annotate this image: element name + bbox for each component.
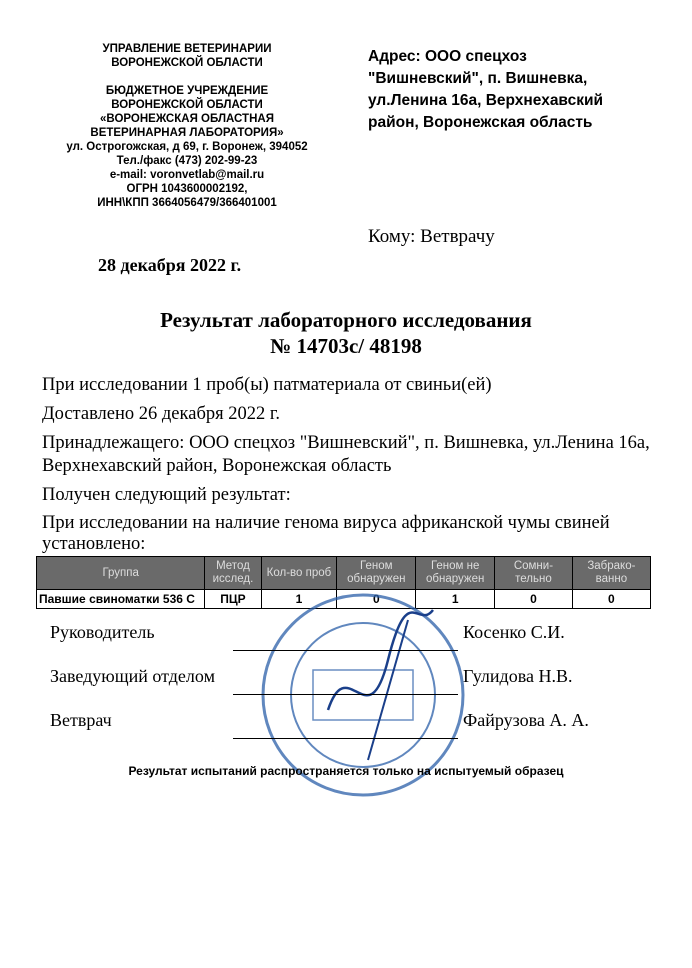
org-line: ВОРОНЕЖСКОЙ ОБЛАСТИ: [111, 99, 263, 111]
signature-line: [233, 694, 458, 695]
org-line: ВЕТЕРИНАРНАЯ ЛАБОРАТОРИЯ»: [90, 127, 284, 139]
column-header: Кол-во проб: [261, 557, 337, 590]
column-header: Метод исслед.: [205, 557, 261, 590]
column-header: Забрако-ванно: [572, 557, 650, 590]
column-header: Геном обнаружен: [337, 557, 416, 590]
org-inn: ИНН\КПП 3664056479/366401001: [97, 197, 277, 209]
column-header: Группа: [37, 557, 205, 590]
document-number: № 14703с/ 48198: [270, 334, 422, 358]
document-body: [42, 374, 662, 561]
cell-samples: 1: [261, 590, 337, 609]
title-line: Результат лабораторного исследования: [160, 308, 532, 332]
document-date: 28 декабря 2022 г.: [98, 255, 242, 275]
signatory-name: Файрузова А. А.: [463, 710, 589, 730]
body-paragraph: Получен следующий результат:: [42, 485, 291, 505]
org-line: «ВОРОНЕЖСКАЯ ОБЛАСТНАЯ: [100, 113, 274, 125]
body-paragraph: При исследовании на наличие генома вируса африканской чумы свиней установлено:: [42, 513, 610, 554]
org-line: ВОРОНЕЖСКОЙ ОБЛАСТИ: [111, 57, 263, 69]
org-email: e-mail: voronvetlab@mail.ru: [109, 169, 265, 181]
footer-note: Результат испытаний распространяется только на испытуемый образец: [128, 764, 564, 778]
body-paragraph: При исследовании 1 проб(ы) патматериала от свиньи(ей): [42, 375, 492, 395]
cell-not-detected: 1: [416, 590, 495, 609]
address-line: ул.Ленина 16а, Верхнехавский: [368, 92, 604, 109]
signature-line: [233, 738, 458, 739]
issuer-header: [42, 42, 332, 210]
address-line: "Вишневский", п. Вишневка,: [368, 70, 588, 87]
org-address: ул. Острогожская, д 69, г. Воронеж, 394052: [66, 141, 308, 153]
body-paragraph: Принадлежащего: ООО спецхоз "Вишневский", п. Вишневка, ул.Ленина 16а, Верхнехавский район, Воронежская область: [42, 433, 650, 476]
document-title: [0, 307, 692, 359]
column-header: Сомни-тельно: [495, 557, 573, 590]
org-phone: Тел./факс (473) 202-99-23: [116, 155, 258, 167]
recipient-address: [368, 46, 668, 134]
table-header-row: [37, 557, 651, 590]
cell-group: Павшие свиноматки 536 С: [37, 590, 205, 609]
address-line: Адрес: ООО спецхоз: [368, 48, 527, 65]
signature-role: Заведующий отделом: [50, 666, 215, 686]
signatory-name: Гулидова Н.В.: [463, 666, 573, 686]
org-ogrn: ОГРН 1043600002192,: [126, 183, 248, 195]
cell-doubtful: 0: [495, 590, 573, 609]
cell-rejected: 0: [572, 590, 650, 609]
cell-method: ПЦР: [205, 590, 261, 609]
signature-line: [233, 650, 458, 651]
recipient: Кому: Ветврачу: [368, 226, 495, 247]
org-line: БЮДЖЕТНОЕ УЧРЕЖДЕНИЕ: [105, 85, 269, 97]
body-paragraph: Доставлено 26 декабря 2022 г.: [42, 404, 280, 424]
cell-detected: 0: [337, 590, 416, 609]
org-line: УПРАВЛЕНИЕ ВЕТЕРИНАРИИ: [102, 43, 272, 55]
signatory-name: Косенко С.И.: [463, 622, 565, 642]
signature-role: Руководитель: [50, 622, 155, 642]
signature-role: Ветврач: [50, 710, 112, 730]
address-line: район, Воронежская область: [368, 114, 593, 131]
column-header: Геном не обнаружен: [416, 557, 495, 590]
